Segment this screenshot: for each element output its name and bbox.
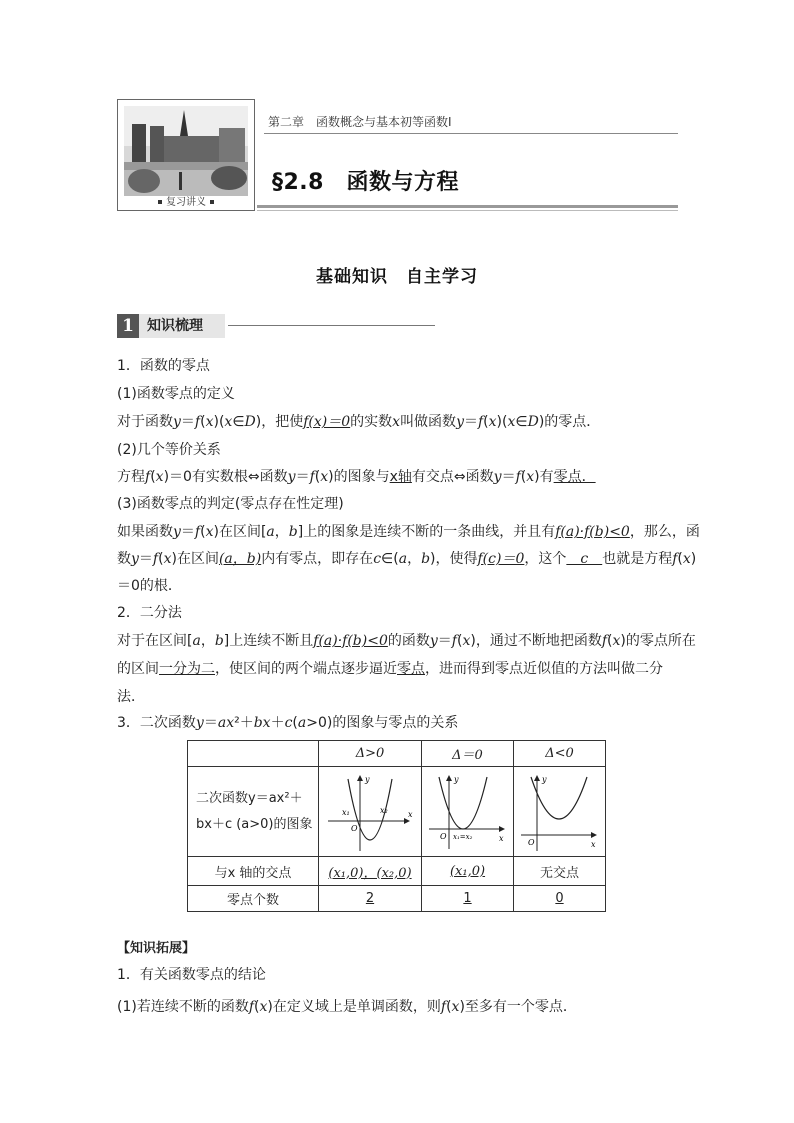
heading-theorem: (3)函数零点的判定(零点存在性定理): [117, 496, 344, 512]
root-x2-label: x₂: [380, 805, 388, 815]
count-two: 2: [319, 886, 422, 912]
graph-two-roots: [319, 767, 422, 857]
cathedral-photo: [124, 106, 248, 196]
y-axis-label: y: [453, 774, 459, 784]
table-header-row: [188, 741, 606, 767]
x-axis-label: x: [498, 833, 504, 843]
page-heading: 基础知识 自主学习: [316, 267, 478, 287]
heading-quadratic: 3．二次函数y＝ax²＋bx＋c(a>0)的图象与零点的关系: [117, 715, 459, 731]
count-zero: 0: [514, 886, 606, 912]
bisection-text-1: 对于在区间[a，b]上连续不断且f(a)·f(b)<0的函数y＝f(x)，通过不断地把函数f(x)的零点所在: [117, 633, 696, 649]
origin-label: O: [527, 837, 535, 847]
graph-row-label: 二次函数y＝ax²＋ bx＋c (a>0)的图象: [188, 767, 319, 857]
definition-text: 对于函数y＝f(x)(x∈D)，把使f(x)＝0的实数x叫做函数y＝f(x)(x∈D)的零点．: [117, 414, 601, 430]
topic-divider: [228, 325, 435, 326]
table-header-empty: [188, 741, 319, 767]
origin-label: O: [439, 831, 447, 841]
extension-subheading: 1．有关函数零点的结论: [117, 967, 266, 983]
table-row-count: [188, 886, 606, 912]
quadratic-zero-table: [187, 740, 606, 912]
theorem-text-1: 如果函数y＝f(x)在区间[a，b]上的图象是连续不断的一条曲线，并且有f(a)·f(b)<0，那么，函: [117, 524, 700, 540]
count-label: 零点个数: [188, 886, 319, 912]
graph-no-root: [514, 767, 606, 857]
extension-text: (1)若连续不断的函数f(x)在定义域上是单调函数，则f(x)至多有一个零点．: [117, 999, 577, 1015]
heading-definition: (1)函数零点的定义: [117, 386, 235, 402]
intersections-one: (x₁,0): [422, 857, 514, 886]
section-title: §2.8 函数与方程: [272, 170, 459, 195]
section-divider: [257, 205, 678, 208]
topic-number: 1: [117, 314, 139, 338]
equivalence-text: 方程f(x)＝0有实数根⇔函数y＝f(x)的图象与x轴有交点⇔函数y＝f(x)有零点．: [117, 469, 596, 485]
chapter-divider: [264, 133, 678, 134]
intersections-none: 无交点: [514, 857, 606, 886]
y-axis-label: y: [365, 774, 370, 784]
heading-equivalence: (2)几个等价关系: [117, 442, 221, 458]
topic-label: 知识梳理: [139, 314, 225, 338]
table-header-negative: Δ<0: [514, 741, 606, 767]
bisection-text-2: 的区间一分为二，使区间的两个端点逐步逼近零点，进而得到零点近似值的方法叫做二分: [117, 661, 663, 677]
chapter-photo-frame: [117, 99, 255, 211]
section-divider-thin: [257, 210, 678, 211]
origin-label: O: [351, 823, 358, 833]
table-header-positive: Δ>0: [319, 741, 422, 767]
extension-heading: 【知识拓展】: [117, 941, 196, 956]
theorem-text-3: ＝0的根．: [117, 578, 182, 594]
graph-one-root: [422, 767, 514, 857]
table-row-intersections: [188, 857, 606, 886]
review-label: 复习讲义: [118, 196, 254, 210]
x-axis-label: x: [590, 839, 596, 849]
table-row-graph: [188, 767, 606, 857]
intersections-two: (x₁,0)，(x₂,0): [319, 857, 422, 886]
y-axis-label: y: [541, 774, 547, 784]
root-x1-label: x₁: [342, 807, 350, 817]
x-axis-label: x: [408, 809, 413, 819]
chapter-title: 第二章 函数概念与基本初等函数Ⅰ: [268, 115, 452, 129]
table-header-zero: Δ＝0: [422, 741, 514, 767]
intersections-label: 与x 轴的交点: [188, 857, 319, 886]
heading-bisection: 2．二分法: [117, 605, 182, 621]
bisection-text-3: 法．: [117, 689, 145, 705]
theorem-text-2: 数y＝f(x)在区间(a，b)内有零点，即存在c∈(a，b)，使得f(c)＝0，这个 c 也就是方程f(x): [117, 551, 697, 567]
double-root-label: x₁=x₂: [452, 832, 472, 841]
heading-zeros: 1．函数的零点: [117, 358, 210, 374]
count-one: 1: [422, 886, 514, 912]
